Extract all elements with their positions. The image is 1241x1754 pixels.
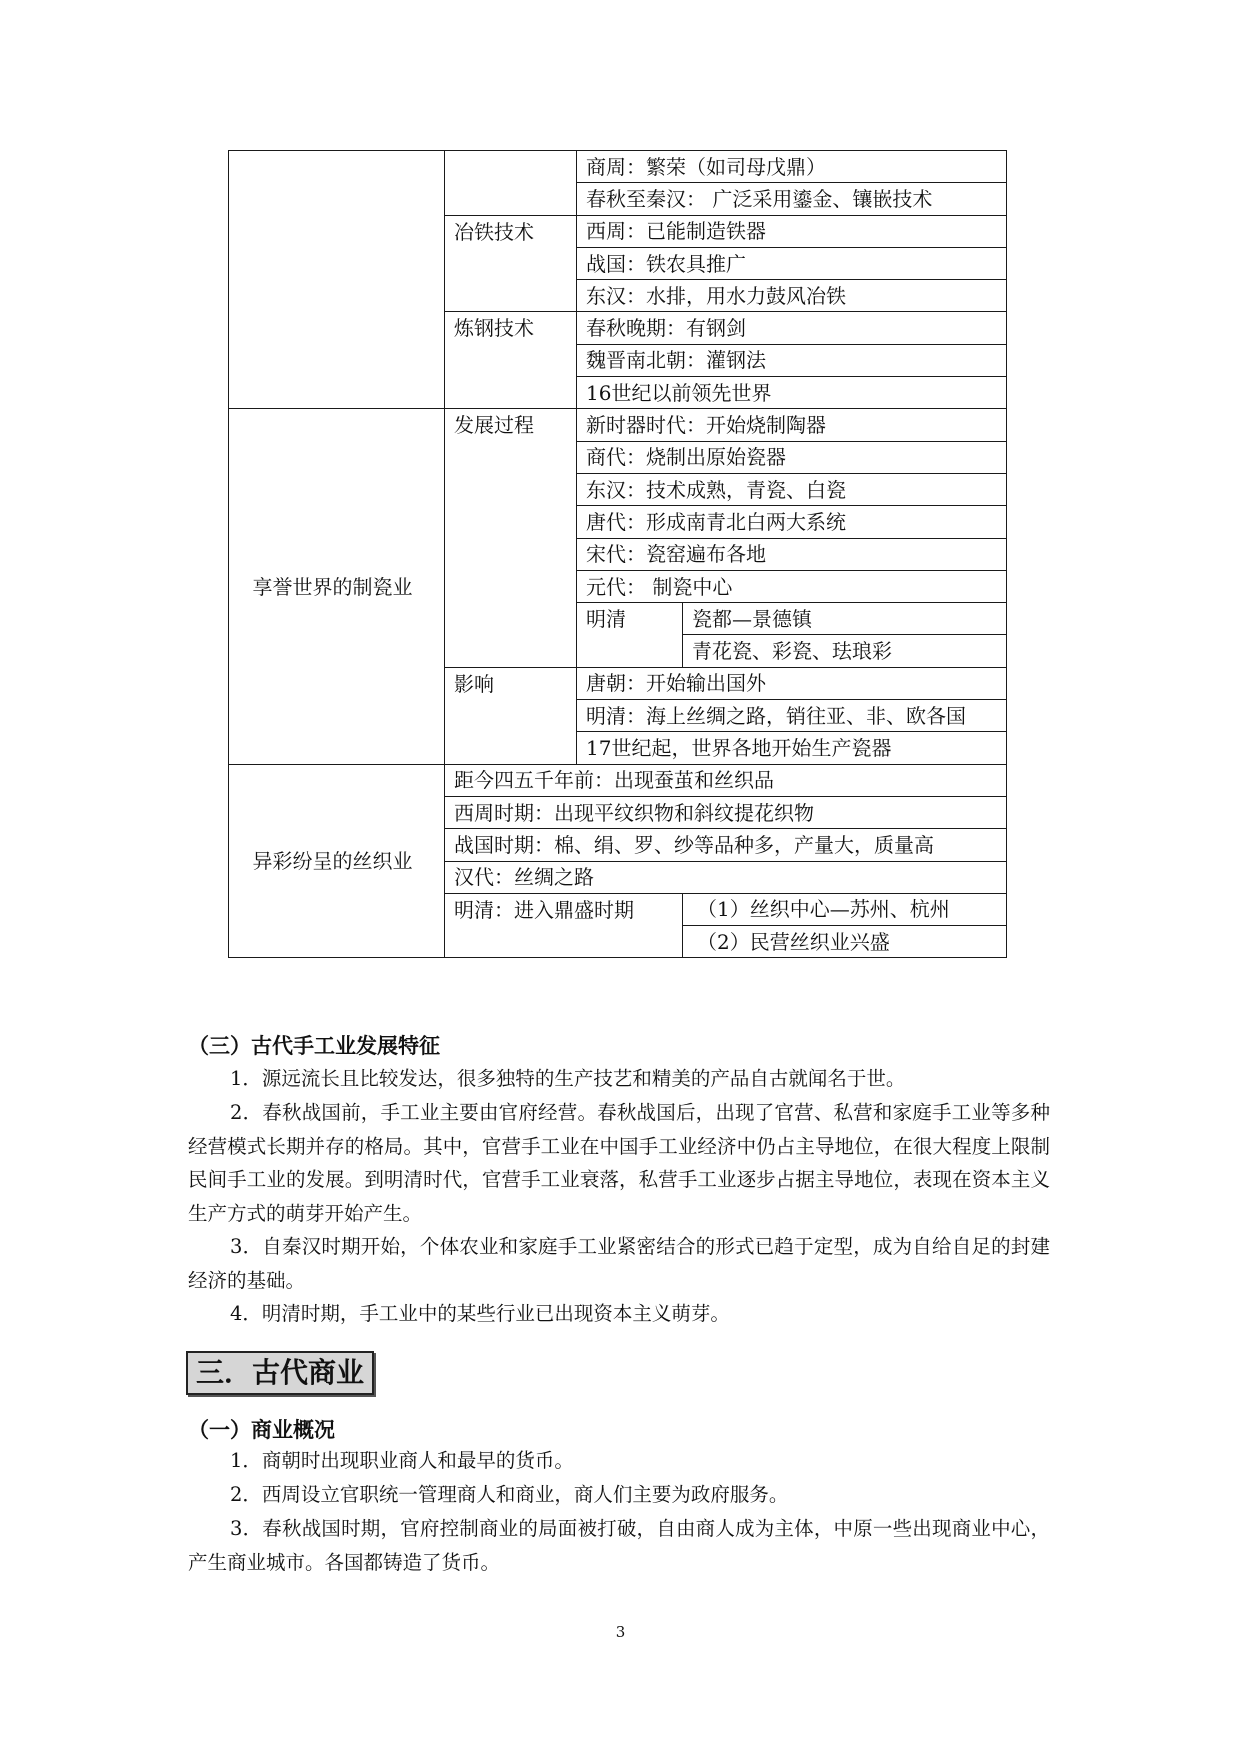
table-cell: 青花瓷、彩瓷、珐琅彩: [683, 635, 1007, 667]
table-cell: 新时器时代：开始烧制陶器: [577, 409, 1007, 441]
paragraph: 2．春秋战国前，手工业主要由官府经营。春秋战国后，出现了官营、私营和家庭手工业等多种经营模式长期并存的格局。其中，官营手工业在中国手工业经济中仍占主导地位，在很大程度上限制民间手工业的发展。到明清时代，官营手工业衰落，私营手工业逐步占据主导地位，表现在资本主义生产方式的萌芽开始产生。: [188, 1101, 1050, 1225]
table-cell: 战国时期：棉、绢、罗、纱等品种多，产量大，质量高: [445, 829, 1007, 861]
table-cell: 16世纪以前领先世界: [577, 377, 1007, 409]
table-blank-cell: [445, 151, 577, 216]
paragraph: 3．春秋战国时期，官府控制商业的局面被打破，自由商人成为主体，中原一些出现商业中心，产生商业城市。各国都铸造了货币。: [188, 1517, 1050, 1574]
table-cell: 17世纪起，世界各地开始生产瓷器: [577, 732, 1007, 764]
silk-title: 异彩纷呈的丝织业: [252, 849, 413, 874]
ming-qing-label: 明清: [577, 603, 683, 668]
porcelain-category: [229, 409, 445, 764]
table-cell: 商周：繁荣（如司母戊鼎）: [577, 151, 1007, 183]
section-subtitle: （三）古代手工业发展特征: [188, 1034, 440, 1058]
influence-label: 影响: [445, 667, 577, 764]
table-cell: 春秋至秦汉： 广泛采用鎏金、镶嵌技术: [577, 183, 1007, 215]
table-cell: 宋代：瓷窑遍布各地: [577, 538, 1007, 570]
silk-category: [229, 764, 445, 958]
table-cell: 唐朝：开始输出国外: [577, 667, 1007, 699]
iron-smelting-label: 冶铁技术: [445, 215, 577, 312]
paragraph: 1．源远流长且比较发达，很多独特的生产技艺和精美的产品自古就闻名于世。: [230, 1067, 906, 1090]
table-cell: 西周时期：出现平纹织物和斜纹提花织物: [445, 796, 1007, 828]
table-cell: 商代：烧制出原始瓷器: [577, 441, 1007, 473]
handicraft-table: [228, 150, 1007, 958]
table-cell: 唐代：形成南青北白两大系统: [577, 506, 1007, 538]
table-cell: 东汉：水排，用水力鼓风冶铁: [577, 280, 1007, 312]
table-cell: 明清：进入鼎盛时期: [445, 893, 683, 958]
table-cell: 元代： 制瓷中心: [577, 570, 1007, 602]
table-cell: （1）丝织中心—苏州、杭州: [683, 893, 1007, 925]
table-cell: 明清：海上丝绸之路，销往亚、非、欧各国: [577, 700, 1007, 732]
table-cell: 瓷都—景德镇: [683, 603, 1007, 635]
development-label: 发展过程: [445, 409, 577, 667]
table-cell: （2）民营丝织业兴盛: [683, 926, 1007, 958]
table-blank-cell: [229, 151, 445, 409]
section-heading: 三．古代商业: [186, 1351, 374, 1395]
table-cell: 战国：铁农具推广: [577, 247, 1007, 279]
porcelain-title: 享誉世界的制瓷业: [252, 574, 413, 599]
paragraph: 1．商朝时出现职业商人和最早的货币。: [230, 1449, 574, 1472]
table-cell: 汉代：丝绸之路: [445, 861, 1007, 893]
paragraph: 4．明清时期，手工业中的某些行业已出现资本主义萌芽。: [230, 1302, 730, 1325]
section-subtitle: （一）商业概况: [188, 1418, 335, 1442]
steel-making-label: 炼钢技术: [445, 312, 577, 409]
paragraph: 2．西周设立官职统一管理商人和商业，商人们主要为政府服务。: [230, 1483, 789, 1506]
table-cell: 西周：已能制造铁器: [577, 215, 1007, 247]
table-cell: 魏晋南北朝：灌钢法: [577, 344, 1007, 376]
paragraph: 3．自秦汉时期开始，个体农业和家庭手工业紧密结合的形式已趋于定型，成为自给自足的封建经济的基础。: [188, 1235, 1050, 1292]
table-cell: 春秋晚期：有钢剑: [577, 312, 1007, 344]
table-cell: 东汉：技术成熟，青瓷、白瓷: [577, 473, 1007, 505]
page-number: 3: [615, 1623, 626, 1641]
table-cell: 距今四五千年前：出现蚕茧和丝织品: [445, 764, 1007, 796]
